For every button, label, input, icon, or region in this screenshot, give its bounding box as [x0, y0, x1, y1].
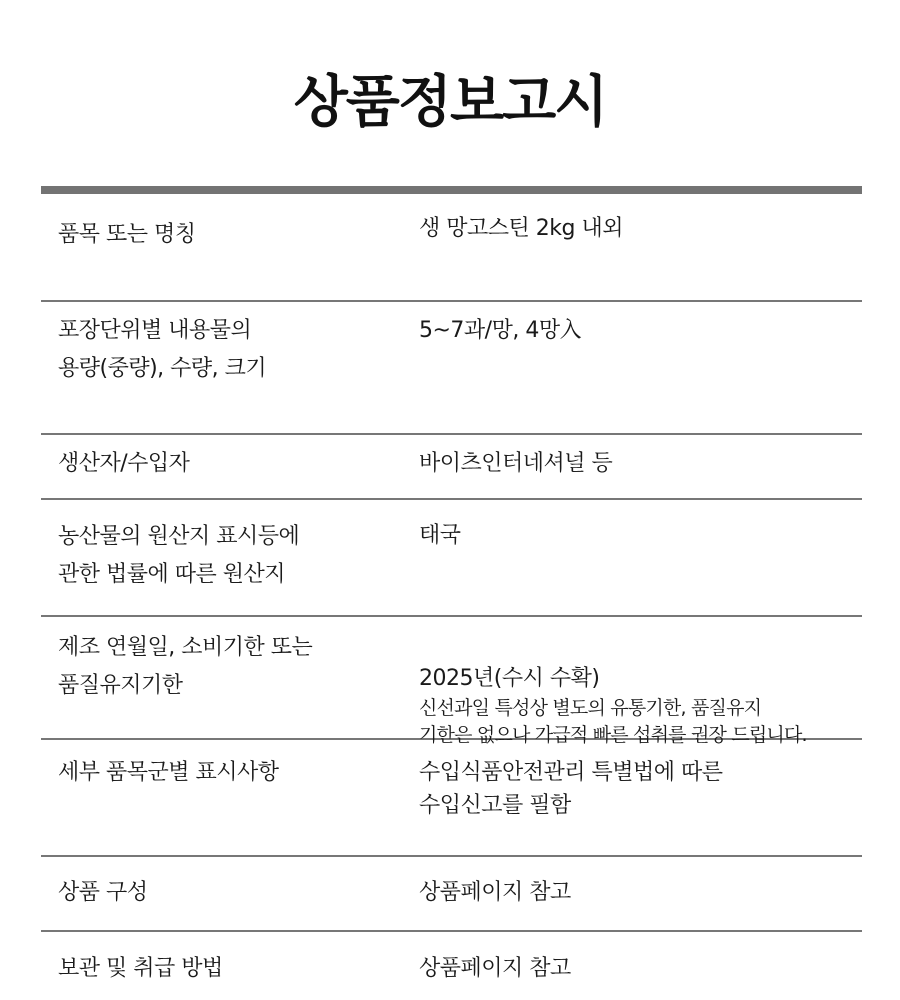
row-label: 생산자/수입자 [58, 451, 190, 476]
row-value: 상품페이지 참고 [419, 956, 571, 981]
row-label: 상품 구성 [58, 880, 148, 905]
table-row [41, 500, 862, 617]
row-value: 5~7과/망, 4망入 [419, 318, 582, 343]
table-top-rule [41, 186, 862, 194]
row-value-main: 2025년(수시 수확) [419, 666, 600, 691]
row-value: 바이츠인터네셔널 등 [419, 451, 613, 476]
row-value: 생 망고스틴 2kg 내외 [419, 216, 623, 241]
row-label: 세부 품목군별 표시사항 [58, 760, 279, 785]
table-row [41, 740, 862, 857]
row-value: 상품페이지 참고 [419, 880, 571, 905]
row-label: 포장단위별 내용물의 용량(중량), 수량, 크기 [58, 318, 267, 381]
table-row [41, 857, 862, 932]
table-row [41, 435, 862, 500]
table-row [41, 932, 862, 1000]
table-row [41, 302, 862, 435]
row-label: 품목 또는 명칭 [58, 222, 196, 247]
row-value: 수입식품안전관리 특별법에 따른 수입신고를 필함 [419, 760, 723, 818]
page-title: 상품정보고시 [293, 70, 607, 135]
row-value-note: 신선과일 특성상 별도의 유통기한, 품질유지 기한은 없으나 가급적 빠른 섭취를 권장 드립니다. [419, 697, 807, 746]
row-label: 농산물의 원산지 표시등에 관한 법률에 따른 원산지 [58, 524, 300, 587]
table-row [41, 194, 862, 302]
row-label: 보관 및 취급 방법 [58, 956, 223, 981]
row-value: 태국 [419, 523, 461, 548]
row-label: 제조 연월일, 소비기한 또는 품질유지기한 [58, 635, 313, 698]
table-row [41, 617, 862, 746]
